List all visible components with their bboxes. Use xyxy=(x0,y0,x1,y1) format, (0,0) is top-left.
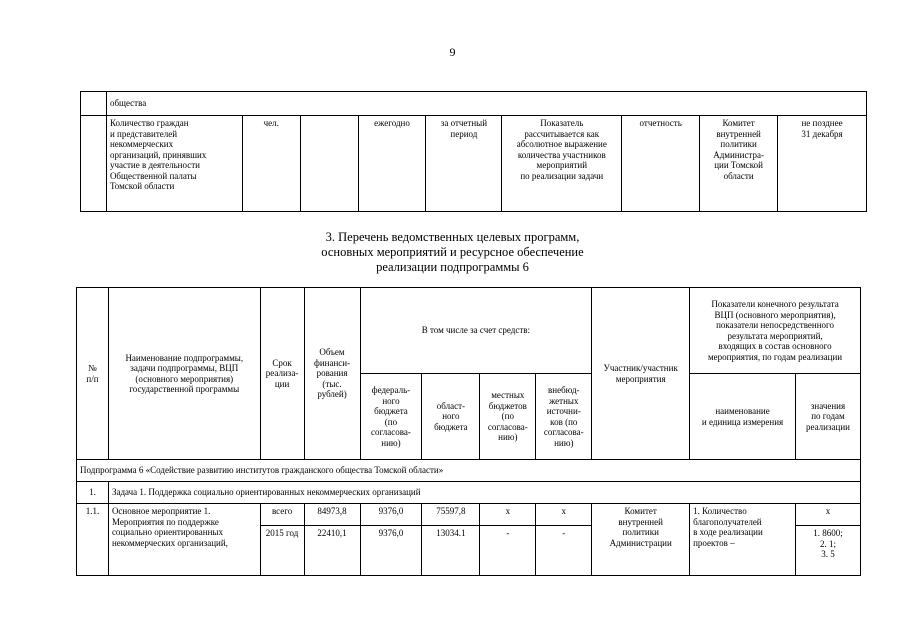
regional-2015: 13034.1 xyxy=(422,526,480,576)
subprogram-row: Подпрограмма 6 «Содействие развитию институтов гражданского общества Томской области» xyxy=(77,460,861,482)
header-term: Срок реализа- ции xyxy=(260,288,304,460)
section-heading: 3. Перечень ведомственных целевых программ, основных мероприятий и ресурсное обеспечение реализации подпрограммы 6 xyxy=(321,230,584,274)
header-federal: федераль- ного бюджета (по согласова- нию) xyxy=(360,374,422,460)
regional-total: 75597,8 xyxy=(422,504,480,526)
task-num: 1. xyxy=(77,482,109,504)
measure-name: Основное мероприятие 1. Мероприятия по поддержке социально ориентированных некоммерческих организаций, xyxy=(108,504,260,576)
subprogram-table xyxy=(76,287,861,576)
page-number: 9 xyxy=(449,45,456,59)
empty-cell xyxy=(81,116,107,212)
local-total: х xyxy=(480,504,536,526)
header-num: № п/п xyxy=(77,288,109,460)
value-total: х xyxy=(795,504,860,526)
federal-total: 9376,0 xyxy=(360,504,422,526)
extra-2015: - xyxy=(536,526,592,576)
header-results: Показатели конечного результата ВЦП (основного мероприятия), показатели непосредственного результата мероприятий, входящих в состав основного мероприятия, по годам реализации xyxy=(690,288,861,374)
data-source: отчетность xyxy=(622,116,700,212)
header-volume: Объем финанси- рования (тыс. рублей) xyxy=(304,288,360,460)
term-total: всего xyxy=(260,504,304,526)
header-participant: Участник/участник мероприятия xyxy=(592,288,690,460)
deadline: не позднее 31 декабря xyxy=(778,116,867,212)
term-2015: 2015 год xyxy=(260,526,304,576)
task-text: Задача 1. Поддержка социально ориентированных некоммерческих организаций xyxy=(108,482,860,504)
measure-num: 1.1. xyxy=(77,504,109,576)
header-regional: област- ного бюджета xyxy=(422,374,480,460)
header-indicator-name: наименование и единица измерения xyxy=(690,374,796,460)
header-extra: внебюд- жетных источни- ков (по согласова- нию) xyxy=(536,374,592,460)
header-indicator-values: значения по годам реализации xyxy=(795,374,860,460)
measure-indicator-name: 1. Количество благополучателей в ходе реализации проектов – xyxy=(690,504,796,576)
header-local: местных бюджетов (по согласова- нию) xyxy=(480,374,536,460)
header-name: Наименование подпрограммы, задачи подпрограммы, ВЦП (основного мероприятия) государственной программы xyxy=(108,288,260,460)
value-2015: 1. 8600; 2. 1; 3. 5 xyxy=(795,526,860,576)
volume-total: 84973,8 xyxy=(304,504,360,526)
calculation-method: Показатель рассчитывается как абсолютное выражение количества участников мероприятий по реализации задачи xyxy=(502,116,622,212)
period: за отчетный период xyxy=(426,116,502,212)
unit: чел. xyxy=(242,116,300,212)
federal-2015: 9376,0 xyxy=(360,526,422,576)
measure-participant: Комитет внутренней политики Администрации xyxy=(592,504,690,576)
local-2015: - xyxy=(480,526,536,576)
frequency: ежегодно xyxy=(358,116,426,212)
indicator-name: Количество граждан и представителей некоммерческих организаций, принявших участие в деятельности Общественной палаты Томской области xyxy=(106,116,242,212)
empty-cell xyxy=(81,92,107,116)
indicators-table xyxy=(80,91,867,212)
responsible: Комитет внутренней политики Администра- ции Томской области xyxy=(700,116,778,212)
header-funding-sources: В том числе за счет средств: xyxy=(360,288,592,374)
extra-total: х xyxy=(536,504,592,526)
base-value xyxy=(300,116,358,212)
table1-first-row: общества xyxy=(106,92,866,116)
volume-2015: 22410,1 xyxy=(304,526,360,576)
